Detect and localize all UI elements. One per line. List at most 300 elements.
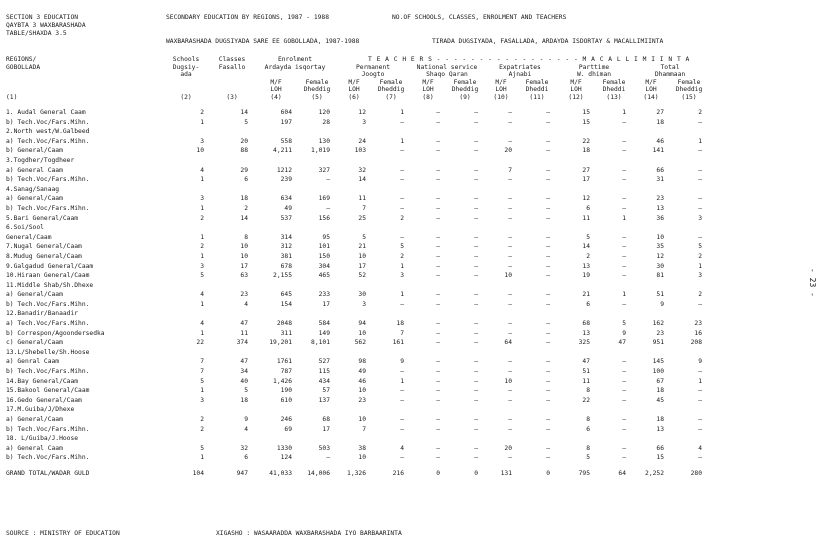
cell-value: — <box>622 444 626 452</box>
cell-value: 1 <box>400 109 404 116</box>
cell-value: 22 <box>582 137 590 145</box>
cell-value: 24 <box>358 137 366 145</box>
cell-value: — <box>546 147 550 155</box>
cell-value: 2 <box>200 243 204 251</box>
hdr-region-so: GOBOLLADA <box>6 63 41 71</box>
cell-value <box>556 185 596 195</box>
cell-value <box>518 434 556 444</box>
cell-value: — <box>508 109 512 116</box>
cell-value: — <box>546 387 550 395</box>
cell-value <box>336 156 372 166</box>
hdr-schools-so2: ada <box>180 71 192 78</box>
cell-value <box>632 223 670 233</box>
cell-value: — <box>326 454 330 462</box>
cell-value: — <box>474 416 478 423</box>
cell-value: 216 <box>392 469 404 477</box>
hdr-dheddig: Dheddig <box>377 86 405 93</box>
cell-value <box>210 348 254 358</box>
cell-value: — <box>546 339 550 347</box>
cell-value: 5 <box>400 243 404 251</box>
cell-value <box>518 405 556 415</box>
cell-value: 5 <box>586 454 590 462</box>
cell-value: — <box>436 204 440 212</box>
cell-value: 2 <box>586 252 590 260</box>
cell-value: — <box>474 320 478 328</box>
cell-value: — <box>474 233 478 241</box>
cell-value: 20 <box>240 137 248 145</box>
cell-value: 4 <box>244 425 248 433</box>
cell-value: 69 <box>284 425 292 433</box>
cell-value: 15 <box>656 454 664 462</box>
cell-value: — <box>400 176 404 184</box>
cell-value <box>210 309 254 319</box>
cell-value: — <box>698 118 702 126</box>
cell-value: — <box>474 358 478 366</box>
cell-value: — <box>508 233 512 241</box>
cell-value: 156 <box>318 214 330 222</box>
cell-value <box>210 434 254 444</box>
cell-value: 13 <box>656 204 664 212</box>
cell-value: 190 <box>280 387 292 395</box>
cell-value: — <box>508 243 512 251</box>
cell-value: 2 <box>200 416 204 423</box>
cell-value: 10 <box>358 387 366 395</box>
cell-value: — <box>474 195 478 203</box>
cell-value: 10 <box>358 454 366 462</box>
cell-value: — <box>546 233 550 241</box>
cell-value: 124 <box>280 454 292 462</box>
section-header <box>6 14 86 38</box>
cell-value: 7 <box>400 329 404 337</box>
cell-value <box>410 309 446 319</box>
cell-value: 18 <box>656 387 664 395</box>
cell-value: 47 <box>582 358 590 366</box>
cell-value: — <box>508 368 512 376</box>
cell-value: — <box>546 416 550 423</box>
cell-value: — <box>474 166 478 174</box>
cell-value <box>556 309 596 319</box>
cell-value: — <box>436 166 440 174</box>
source-en: SOURCE : MINISTRY OF EDUCATION <box>6 530 120 537</box>
cell-value <box>254 185 298 195</box>
cell-value: 149 <box>318 329 330 337</box>
cell-value <box>298 223 336 233</box>
hdr-parttime-so: W. dhiman <box>576 71 612 78</box>
row-label: 3.Togdher/Togdheer <box>6 156 75 164</box>
cell-value <box>670 281 708 291</box>
cell-value: — <box>546 368 550 376</box>
cell-value <box>484 185 518 195</box>
cell-value: — <box>400 204 404 212</box>
cell-value: — <box>698 176 702 184</box>
cell-value: — <box>436 339 440 347</box>
cell-value: — <box>622 387 626 395</box>
cell-value: 51 <box>582 368 590 376</box>
cell-value: — <box>436 147 440 155</box>
cell-value: — <box>508 300 512 308</box>
cell-value <box>410 348 446 358</box>
hdr-parttime: Parttime <box>578 63 610 71</box>
hdr-expatriates: Expatriates <box>499 63 541 71</box>
cell-value <box>484 434 518 444</box>
cell-value: — <box>698 368 702 376</box>
cell-value: 100 <box>652 368 664 376</box>
cell-value: — <box>436 320 440 328</box>
cell-value <box>596 348 632 358</box>
cell-value <box>372 156 410 166</box>
cell-value <box>518 185 556 195</box>
cell-value: 68 <box>322 416 330 423</box>
cell-value: — <box>622 358 626 366</box>
cell-value: 95 <box>322 233 330 241</box>
cell-value: 10 <box>358 416 366 423</box>
cell-value: 1 <box>200 252 204 260</box>
row-label: b) General/Caam <box>6 147 63 155</box>
cell-value: 1330 <box>276 444 292 452</box>
cell-value: — <box>546 109 550 116</box>
cell-value: — <box>436 272 440 280</box>
cell-value: 31 <box>656 176 664 184</box>
table-row <box>6 262 708 272</box>
col-number: (14) <box>643 93 659 101</box>
cell-value <box>518 348 556 358</box>
cell-value: 46 <box>656 137 664 145</box>
cell-value <box>670 156 708 166</box>
table-row <box>6 386 708 396</box>
cell-value: 4 <box>698 444 702 452</box>
cell-value <box>162 156 210 166</box>
cell-value <box>410 127 446 137</box>
cell-value: 0 <box>546 469 550 477</box>
cell-value: — <box>546 377 550 385</box>
cell-value: — <box>546 329 550 337</box>
table-row <box>6 357 708 367</box>
cell-value <box>254 405 298 415</box>
hdr-loh: LOH <box>422 86 434 93</box>
hdr-mf: M/F <box>645 78 657 86</box>
table-row <box>6 271 708 281</box>
cell-value <box>556 281 596 291</box>
cell-value: 14 <box>358 176 366 184</box>
cell-value: 40 <box>240 377 248 385</box>
cell-value <box>446 348 484 358</box>
hdr-female: Female <box>525 78 549 86</box>
hdr-mf: M/F <box>570 78 582 86</box>
cell-value: 947 <box>236 469 248 477</box>
cell-value: — <box>436 243 440 251</box>
cell-value <box>518 156 556 166</box>
cell-value: 10 <box>358 329 366 337</box>
cell-value: 141 <box>652 147 664 155</box>
cell-value: — <box>546 176 550 184</box>
hdr-mf-row <box>6 79 708 87</box>
table-row <box>6 329 708 339</box>
hdr-loh: LOH <box>645 86 657 93</box>
cell-value: 9 <box>698 358 702 366</box>
cell-value <box>210 156 254 166</box>
cell-value: 47 <box>240 358 248 366</box>
cell-value: 11 <box>240 329 248 337</box>
cell-value: — <box>698 416 702 423</box>
cell-value: — <box>400 300 404 308</box>
cell-value: 1 <box>698 137 702 145</box>
cell-value: — <box>400 195 404 203</box>
cell-value: — <box>436 377 440 385</box>
hdr-schools-so1: Dugsiy- <box>172 63 200 71</box>
cell-value: 22 <box>582 396 590 404</box>
section-en: SECTION 3 EDUCATION <box>6 14 79 21</box>
col-number: (3) <box>226 93 238 101</box>
cell-value: — <box>474 109 478 116</box>
col-number: (5) <box>311 93 323 101</box>
cell-value: 7 <box>200 368 204 376</box>
cell-value <box>596 309 632 319</box>
cell-value <box>254 156 298 166</box>
cell-value <box>254 348 298 358</box>
cell-value: 5 <box>362 233 366 241</box>
cell-value: 49 <box>284 204 292 212</box>
cell-value: 104 <box>192 469 204 477</box>
cell-value: 130 <box>318 137 330 145</box>
title-so: WAXBARASHADA DUGSIYADA SARE EE GOBOLLADA, 1987-1988 <box>166 38 360 45</box>
cell-value: — <box>546 214 550 222</box>
cell-value: 94 <box>358 320 366 328</box>
row-label: b) Tech.Voc/Fars.Mihn. <box>6 368 90 376</box>
cell-value: 67 <box>656 377 664 385</box>
cell-value: — <box>436 300 440 308</box>
cell-value <box>336 185 372 195</box>
cell-value <box>336 127 372 137</box>
cell-value: 1 <box>200 176 204 184</box>
cell-value <box>162 185 210 195</box>
cell-value: 10 <box>196 147 204 155</box>
cell-value <box>484 309 518 319</box>
cell-value: — <box>474 204 478 212</box>
cell-value: 1 <box>698 377 702 385</box>
cell-value: — <box>508 425 512 433</box>
cell-value: 678 <box>280 262 292 270</box>
cell-value: 233 <box>318 291 330 299</box>
hdr-classes-so: Fasallo <box>218 63 246 71</box>
cell-value: 17 <box>582 176 590 184</box>
hdr-number-row <box>6 94 708 104</box>
cell-value: 19 <box>582 272 590 280</box>
table-row <box>6 377 708 387</box>
cell-value: — <box>546 195 550 203</box>
cell-value: — <box>508 454 512 462</box>
cell-value <box>162 223 210 233</box>
cell-value: 21 <box>358 243 366 251</box>
cell-value: 2 <box>200 109 204 116</box>
cell-value: — <box>508 329 512 337</box>
cell-value: — <box>622 252 626 260</box>
cell-value: — <box>474 272 478 280</box>
col-number: (7) <box>385 93 397 101</box>
cell-value <box>670 223 708 233</box>
cell-value: — <box>546 454 550 462</box>
cell-value: 5 <box>586 233 590 241</box>
hdr-national: National service <box>416 63 478 71</box>
cell-value: 562 <box>354 339 366 347</box>
cell-value: 30 <box>656 262 664 270</box>
cell-value: 8,101 <box>311 339 330 347</box>
hdr-dheddi: Dheddi <box>602 86 626 93</box>
cell-value <box>596 405 632 415</box>
cell-value: 120 <box>318 109 330 116</box>
cell-value <box>446 309 484 319</box>
cell-value: 2048 <box>276 320 292 328</box>
cell-value: — <box>474 387 478 395</box>
cell-value: — <box>546 204 550 212</box>
hdr-female: Female <box>453 78 477 86</box>
page-number: - 23 - <box>808 268 817 297</box>
cell-value: — <box>508 214 512 222</box>
cell-value: 20 <box>504 444 512 452</box>
table-row <box>6 453 708 463</box>
cell-value: 4 <box>200 291 204 299</box>
cell-value: 3 <box>200 262 204 270</box>
cell-value: 1 <box>698 262 702 270</box>
hdr-mf: M/F <box>270 78 282 86</box>
cell-value: — <box>474 339 478 347</box>
cell-value: 11 <box>358 195 366 203</box>
cell-value: 19,201 <box>269 339 292 347</box>
cell-value: 154 <box>280 300 292 308</box>
grand-total-row <box>6 463 708 480</box>
cell-value: — <box>546 358 550 366</box>
cell-value <box>632 405 670 415</box>
table-row <box>6 405 708 415</box>
cell-value: 23 <box>240 291 248 299</box>
cell-value <box>556 156 596 166</box>
cell-value: — <box>474 291 478 299</box>
row-label: a) General/Caam <box>6 195 63 203</box>
cell-value: 28 <box>322 118 330 126</box>
hdr-loh: LOH <box>348 86 360 93</box>
cell-value <box>484 281 518 291</box>
cell-value: 558 <box>280 137 292 145</box>
cell-value: — <box>400 233 404 241</box>
hdr-permanent: Permanent <box>355 63 391 71</box>
cell-value: 27 <box>582 166 590 174</box>
row-label: a) General/Caam <box>6 416 63 423</box>
row-label: b) Tech.Voc/Fars.Mihn. <box>6 176 90 184</box>
cell-value <box>254 309 298 319</box>
row-label: a) Tech.Voc/Fars.Mihn. <box>6 137 90 145</box>
cell-value: — <box>436 252 440 260</box>
cell-value: 1 <box>400 291 404 299</box>
cell-value: 36 <box>656 214 664 222</box>
cell-value <box>336 405 372 415</box>
col-number: (11) <box>529 93 545 101</box>
cell-value: — <box>436 195 440 203</box>
cell-value: 5 <box>622 320 626 328</box>
cell-value: 1 <box>200 329 204 337</box>
cell-value: 29 <box>240 166 248 174</box>
table-id: TABLE/SHAXDA 3.5 <box>6 30 67 37</box>
cell-value: — <box>474 396 478 404</box>
cell-value: — <box>622 243 626 251</box>
table-row <box>6 252 708 262</box>
cell-value <box>298 309 336 319</box>
cell-value: 9 <box>622 329 626 337</box>
cell-value: 6 <box>586 204 590 212</box>
row-label: 14.Bay General/Caam <box>6 377 79 385</box>
cell-value <box>484 223 518 233</box>
cell-value <box>596 127 632 137</box>
cell-value: — <box>436 329 440 337</box>
cell-value: 246 <box>280 416 292 423</box>
row-label: a) General/Caam <box>6 291 63 299</box>
cell-value <box>632 127 670 137</box>
row-label: b) Tech.Voc/Fars.Mihn. <box>6 425 90 433</box>
cell-value <box>298 348 336 358</box>
cell-value: 23 <box>656 195 664 203</box>
cell-value <box>336 434 372 444</box>
col-number: (2) <box>180 93 192 101</box>
table-row <box>6 233 708 243</box>
cell-value: 9 <box>660 300 664 308</box>
cell-value: 374 <box>236 339 248 347</box>
cell-value: 5 <box>244 387 248 395</box>
cell-value: 57 <box>322 387 330 395</box>
cell-value <box>254 127 298 137</box>
cell-value <box>162 281 210 291</box>
cell-value: 34 <box>240 368 248 376</box>
cell-value: — <box>436 425 440 433</box>
table-row <box>6 204 708 214</box>
cell-value: 6 <box>586 300 590 308</box>
cell-value: 0 <box>474 469 478 477</box>
row-label: 10.Hiraan General/Caam <box>6 272 90 280</box>
table-row <box>6 108 708 118</box>
row-label: b) Correspon/Agoondersedka <box>6 329 105 337</box>
cell-value: 101 <box>318 243 330 251</box>
cell-value: 169 <box>318 195 330 203</box>
table-row <box>6 127 708 137</box>
cell-value: — <box>436 368 440 376</box>
cell-value: — <box>508 262 512 270</box>
teachers-banner: T E A C H E R S - - - - - - - - - - - - - - - - - M A C A L L I M I I N T A <box>368 56 690 63</box>
cell-value <box>254 223 298 233</box>
row-label: a) General Caam <box>6 444 63 452</box>
cell-value: 23 <box>694 320 702 328</box>
cell-value: 64 <box>618 469 626 477</box>
cell-value <box>372 281 410 291</box>
row-label: 13.L/Shebelle/Sh.Hoose <box>6 348 90 356</box>
cell-value: — <box>400 368 404 376</box>
hdr-expatriates-so: Ajnabi <box>508 71 532 78</box>
cell-value <box>372 309 410 319</box>
cell-value: — <box>474 176 478 184</box>
hdr-dheddig: Dheddig <box>303 86 331 93</box>
cell-value: 18 <box>240 195 248 203</box>
table-row <box>6 194 708 204</box>
cell-value: — <box>546 444 550 452</box>
cell-value: — <box>436 137 440 145</box>
hdr-permanent-so: Joogto <box>361 71 385 78</box>
cell-value <box>298 127 336 137</box>
cell-value: — <box>400 147 404 155</box>
cell-value: — <box>326 176 330 184</box>
cell-value: 610 <box>280 396 292 404</box>
cell-value: — <box>508 358 512 366</box>
table-row <box>6 156 708 166</box>
row-label: 8.Mudug General/Caam <box>6 252 82 260</box>
table-row <box>6 348 708 358</box>
cell-value: 3 <box>200 137 204 145</box>
cell-value: 1212 <box>276 166 292 174</box>
